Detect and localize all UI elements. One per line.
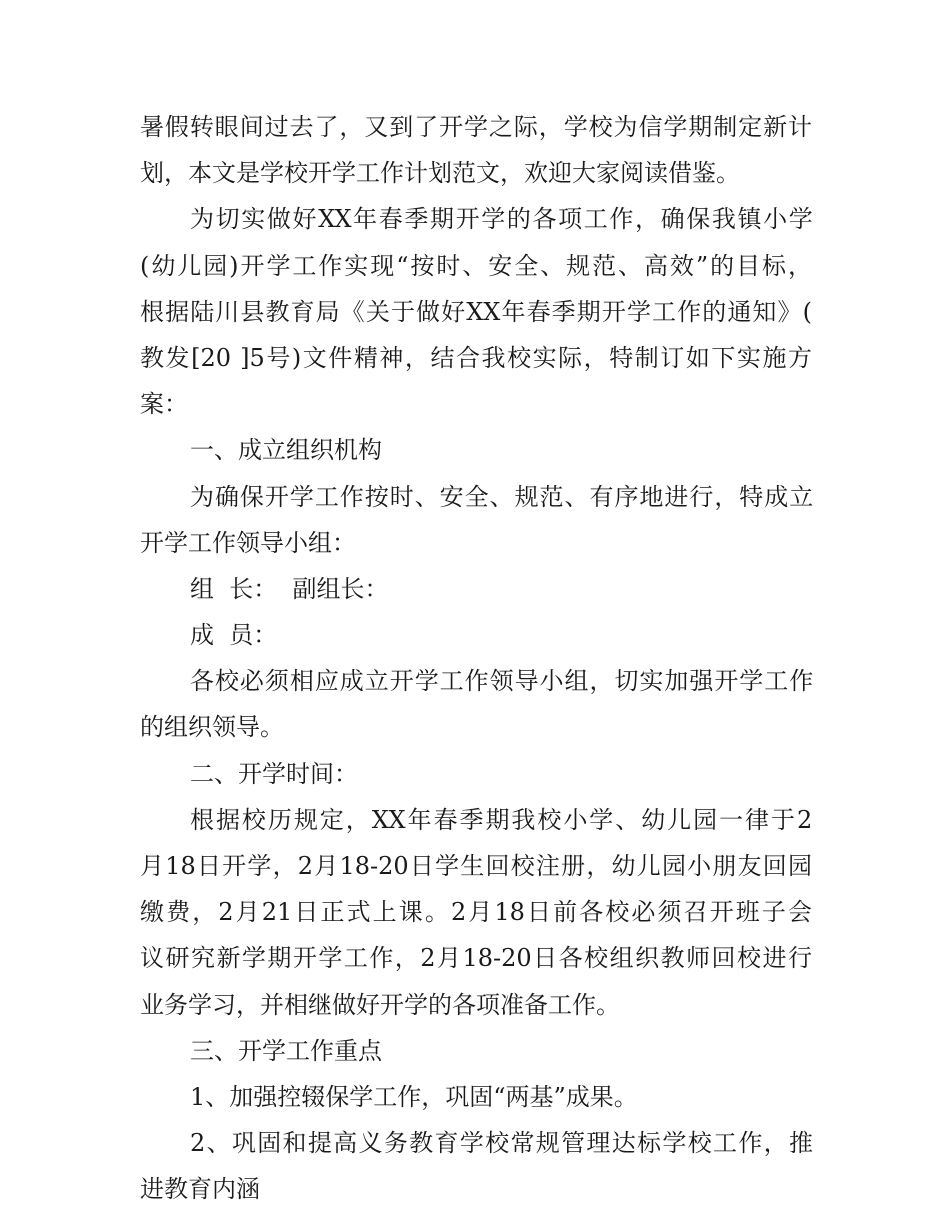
document-body bbox=[140, 104, 812, 1213]
paragraph-line: 各校必须相应成立开学工作领导小组，切实加强开学工作 bbox=[190, 667, 812, 696]
paragraph-line: 的组织领导。 bbox=[140, 713, 284, 742]
list-item: 2、巩固和提高义务教育学校常规管理达标学校工作，推 bbox=[190, 1129, 812, 1158]
paragraph-line: 月18日开学，2月18-20日学生回校注册，幼儿园小朋友回园 bbox=[140, 852, 812, 880]
paragraph-line: (幼儿园)开学工作实现“按时、安全、规范、高效”的目标， bbox=[140, 251, 812, 280]
paragraph-line: 划，本文是学校开学工作计划范文，欢迎大家阅读借鉴。 bbox=[140, 159, 740, 188]
paragraph-line: 根据校历规定，XX年春季期我校小学、幼儿园一律于2 bbox=[190, 805, 812, 834]
paragraph-line: 议研究新学期开学工作，2月18-20日各校组织教师回校进行 bbox=[140, 944, 812, 973]
paragraph-line: 进教育内涵 bbox=[140, 1175, 260, 1204]
paragraph-line: 暑假转眼间过去了，又到了开学之际，学校为信学期制定新计 bbox=[140, 113, 812, 141]
paragraph-line: 缴费，2月21日正式上课。2月18日前各校必须召开班子会 bbox=[140, 898, 812, 927]
paragraph-line: 为确保开学工作按时、安全、规范、有序地进行，特成立 bbox=[190, 482, 812, 511]
paragraph-line: 为切实做好XX年春季期开学的各项工作，确保我镇小学 bbox=[190, 205, 812, 234]
paragraph-line: 教发[20 ]5号)文件精神，结合我校实际，特制订如下实施方 bbox=[140, 343, 812, 372]
group-member-line: 成 员： bbox=[190, 621, 278, 650]
paragraph-line: 案： bbox=[140, 390, 188, 419]
list-item: 1、加强控辍保学工作，巩固“两基”成果。 bbox=[190, 1082, 638, 1111]
group-leader-line: 组 长： 副组长： bbox=[190, 574, 389, 603]
paragraph-line: 根据陆川县教育局《关于做好XX年春季期开学工作的通知》( bbox=[140, 297, 812, 326]
section-heading: 一、成立组织机构 bbox=[190, 436, 382, 465]
section-heading: 二、开学时间： bbox=[190, 759, 358, 788]
paragraph-line: 业务学习，并相继做好开学的各项准备工作。 bbox=[140, 990, 620, 1019]
section-heading: 三、开学工作重点 bbox=[190, 1036, 382, 1065]
paragraph-line: 开学工作领导小组： bbox=[140, 528, 356, 557]
